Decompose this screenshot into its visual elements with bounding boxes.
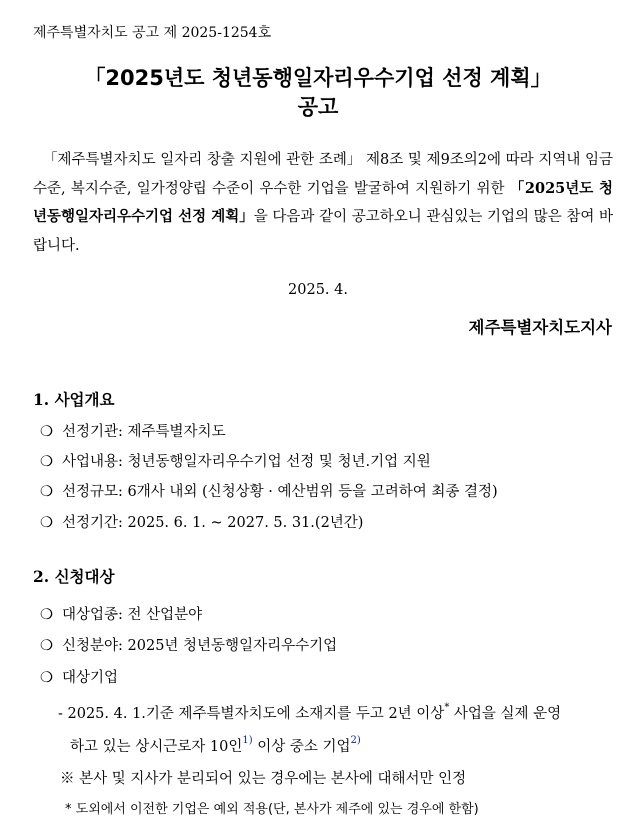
section-heading: 2. 신청대상 xyxy=(33,567,115,586)
intro-paragraph xyxy=(33,146,613,260)
criteria-line xyxy=(70,735,361,756)
notice-number: 제주특별자치도 공고 제 2025-1254호 xyxy=(33,25,272,41)
list-item xyxy=(40,480,498,501)
section-heading: 1. 사업개요 xyxy=(33,390,115,409)
page-title: 「2025년도 청년동행일자리우수기업 선정 계획」 xyxy=(84,66,552,90)
item-text: 신청분야: 2025년 청년동행일자리우수기업 xyxy=(62,638,338,654)
list-item xyxy=(40,666,118,687)
list-item xyxy=(40,511,363,532)
bullet-icon: ❍ xyxy=(40,607,53,623)
list-item xyxy=(40,634,337,655)
bullet-icon: ❍ xyxy=(40,454,53,470)
bullet-icon: ❍ xyxy=(40,670,53,686)
criteria-text: 이상 중소 기업 xyxy=(252,739,351,755)
criteria-text: 사업을 실제 운영 xyxy=(449,706,562,722)
bullet-icon: ❍ xyxy=(40,484,53,500)
list-item xyxy=(40,450,431,471)
intro-text: 「제주특별자치도 일자리 창출 지원에 관한 조례」 제8조 및 제9조의2에 따라 지역내 임금수준, 복지수준, 일가정양립 수준이 우수한 기업을 발굴하여 지원하기 위한 xyxy=(33,152,613,197)
item-text: 선정기간: 2025. 6. 1. ~ 2027. 5. 31.(2년간) xyxy=(62,515,364,531)
footnote-ref: 2) xyxy=(350,735,361,746)
item-text: 선정규모: 6개사 내외 (신청상황 · 예산범위 등을 고려하여 최종 결정) xyxy=(62,484,498,500)
item-text: 대상업종: 전 산업분야 xyxy=(62,607,203,623)
intro-text-end: 을 다음과 같이 공고하오니 관심있는 기업의 많은 참여 바랍니다. xyxy=(33,209,613,254)
bullet-icon: ❍ xyxy=(40,638,53,654)
notice-date: 2025. 4. xyxy=(288,282,348,298)
list-item xyxy=(40,603,202,624)
page-title-suffix: 공고 xyxy=(297,95,339,119)
criteria-line xyxy=(58,702,561,723)
footnote-ref: 1) xyxy=(242,735,253,746)
criteria-text: - 2025. 4. 1.기준 제주특별자치도에 소재지를 두고 2년 이상 xyxy=(58,706,445,722)
item-text: 사업내용: 청년동행일자리우수기업 선정 및 청년.기업 지원 xyxy=(62,454,431,470)
issuer: 제주특별자치도지사 xyxy=(468,318,612,337)
remark: ※ 본사 및 지사가 분리되어 있는 경우에는 본사에 대해서만 인정 xyxy=(60,771,467,787)
bullet-icon: ❍ xyxy=(40,424,53,440)
criteria-text: 하고 있는 상시근로자 10인 xyxy=(70,739,243,755)
note: * 도외에서 이전한 기업은 예외 적용(단, 본사가 제주에 있는 경우에 한함) xyxy=(65,802,479,817)
item-text: 대상기업 xyxy=(62,670,119,686)
item-text: 선정기관: 제주특별자치도 xyxy=(62,424,226,440)
intro-plan-name: 「2025년도 청년동행일자리우수기업 선정 계획」 xyxy=(33,179,613,225)
list-item xyxy=(40,420,226,441)
bullet-icon: ❍ xyxy=(40,515,53,531)
asterisk-mark: * xyxy=(444,702,450,713)
